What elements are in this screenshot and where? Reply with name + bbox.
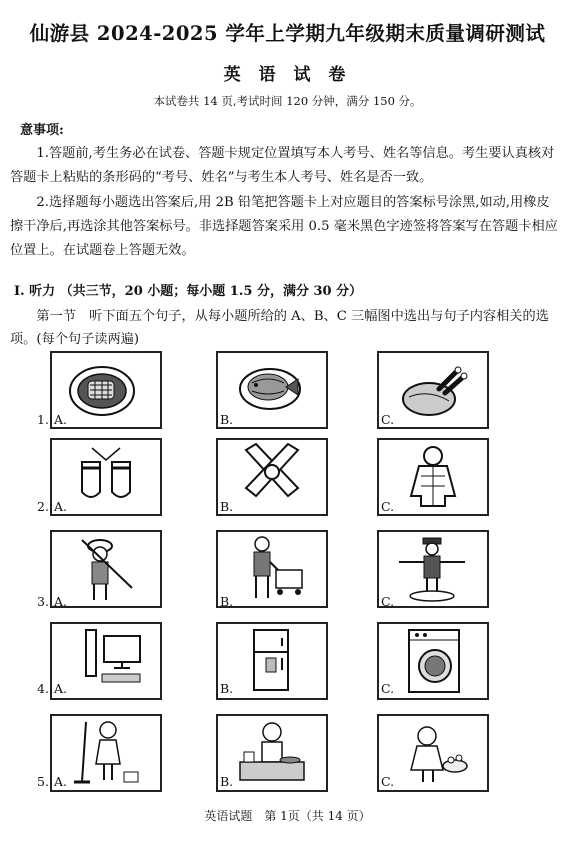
- option-label: B.: [220, 681, 234, 696]
- option-label: B.: [220, 412, 234, 427]
- question-number: 2.: [37, 499, 49, 514]
- notice-item-1: 1.答题前,考生务必在试卷、答题卡规定位置填写本人考号、姓名等信息。考生要认真核对答题卡上粘贴的条形码的“考号、姓名”与考生本人考号、姓名是否一致。: [10, 146, 555, 185]
- girl-washing-dishes-icon: [379, 716, 487, 790]
- option-label: C.: [381, 412, 395, 427]
- farmer-icon: [52, 532, 160, 606]
- exam-title: 仙游县 2024-2025 学年上学期九年级期末质量调研测试: [29, 22, 546, 45]
- option-label: B.: [220, 594, 234, 609]
- cleaner-icon: [218, 532, 326, 606]
- exam-info: 本试卷共 14 页,考试时间 120 分钟，满分 150 分。: [153, 94, 422, 108]
- coat-icon: [379, 440, 487, 514]
- steak-plate-icon: [52, 353, 160, 427]
- boy-cooking-icon: [218, 716, 326, 790]
- gloves-icon: [52, 440, 160, 514]
- option-label: A.: [54, 412, 68, 427]
- option-label: A.: [54, 594, 68, 609]
- option-label: C.: [381, 594, 395, 609]
- option-label: A.: [54, 774, 68, 789]
- section-heading: I. 听力 （共三节，20 小题；每小题 1.5 分，满分 30 分）: [14, 284, 363, 299]
- washing-machine-icon: [379, 624, 487, 698]
- section-instructions: 第一节 听下面五个句子，从每小题所给的 A、B、C 三幅图中选出与句子内容相关的选项。(每个句子读两遍): [10, 309, 549, 347]
- roast-chicken-icon: [379, 353, 487, 427]
- computer-icon: [52, 624, 160, 698]
- question-number: 4.: [37, 681, 49, 696]
- question-number: 1.: [37, 412, 49, 427]
- girl-mopping-icon: [52, 716, 160, 790]
- fish-icon: [218, 353, 326, 427]
- police-officer-icon: [379, 532, 487, 606]
- exam-subtitle: 英 语 试 卷: [223, 65, 352, 85]
- option-label: A.: [54, 499, 68, 514]
- notice-heading: 意事项:: [20, 123, 64, 138]
- page-footer: 英语试题 第 1页（共 14 页）: [204, 809, 371, 823]
- question-number: 5.: [37, 774, 49, 789]
- option-label: C.: [381, 499, 395, 514]
- option-label: C.: [381, 681, 395, 696]
- option-label: C.: [381, 774, 395, 789]
- option-label: B.: [220, 774, 234, 789]
- fridge-icon: [218, 624, 326, 698]
- question-number: 3.: [37, 594, 49, 609]
- scarf-icon: [218, 440, 326, 514]
- notice-item-2: 2.选择题每小题选出答案后,用 2B 铅笔把答题卡上对应题目的答案标号涂黑,如动,用橡皮擦干净后,再选涂其他答案标号。非选择题答案采用 0.5 毫米黑色字迹签将答案写在答题卡相应位置上。在试题卷上答题无效。: [10, 195, 558, 258]
- option-label: B.: [220, 499, 234, 514]
- option-label: A.: [54, 681, 68, 696]
